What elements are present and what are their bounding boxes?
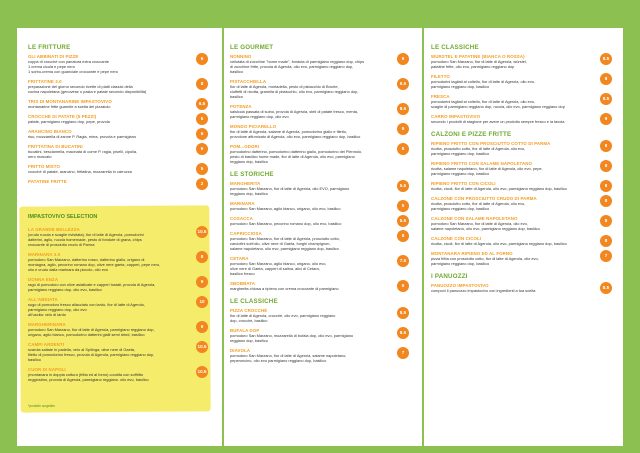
menu-item-name: MARINARA 3.0 <box>28 252 61 257</box>
price-badge: 8 <box>397 143 409 155</box>
menu-item-name: PANUOZZO IMPASTOVIVO <box>431 283 489 288</box>
menu-item-description: bucatini, besciamella, macinata di corne P. ragia, piselli, cipolla, nero moscato <box>28 149 138 159</box>
menu-item-name: POTENZA <box>230 104 252 109</box>
menu-item-description: secondo i prodotti di stagione per avere un prodotto sempre fresco e la tavola <box>431 119 565 124</box>
menu-item-description: pomodoro San Marzano, fior di latte di Agerola, würstel, patatine fritte, olio evo, parmigiano reggiano dop <box>431 59 527 69</box>
menu-item-name: CAPRICCIOSA <box>230 231 262 236</box>
menu-item-description: vellutata di zucchine "home made", fonduta di parmigiano reggiano dop, chips di zucchine fritte, provola di Agerola, olio evo, parmigiano reggiano dop, basilico <box>230 59 365 74</box>
menu-item-description: fior di latte di Agerola, mortadella, pesto di pistacchio di Bronte, ciuffetti di ricotta, granella di pistacchio, olio evo, parmigiano reggiano dop, basilico <box>230 84 359 99</box>
menu-item-description: componi il panuozzo impastovivo con ingredienti a tua scelta <box>431 288 536 293</box>
menu-item-description: montanarine fritte guarnite a scelta del pizzaiolo <box>28 104 111 109</box>
section-title-panuozzi: I PANUOZZI <box>431 273 468 280</box>
menu-item-name: BUFALA DOP <box>230 328 260 333</box>
price-badge: 8 <box>600 215 612 227</box>
menu-item-description: pomodoro San Marzano, aglio bianco, origano, olio evo, olive nere di Gaeta, capperi di salina, alici di Cetara, basilico fresco <box>230 261 327 276</box>
price-badge: 5 <box>196 163 208 175</box>
section-title-gourmet: LE GOURMET <box>230 44 274 51</box>
price-badge: 8.5 <box>397 327 409 339</box>
price-badge: 10.5 <box>196 366 208 378</box>
menu-item-name: NONNINO <box>230 54 252 59</box>
price-badge: 8 <box>600 180 612 192</box>
price-badge: 9 <box>600 113 612 125</box>
menu-item-description: riso, mozzarella di zanne P. Ragia, mirra, provola e parmigiano <box>28 134 137 139</box>
section-title-impastovivo: IMPASTOVIVO SELECTION <box>28 214 98 220</box>
menu-item-description: patate, parmigiano reggiano dop, pepe, provola <box>28 119 110 124</box>
menu-item-description: pomodorini tagliati al coltello, fior di latte di Agerola, olio evo, parmigiano reggiano dop, basilico <box>431 79 536 89</box>
menu-item-description: ricotta, salame napoletano, fior di latte di Agerola, olio evo, pepe, parmigiano reggiano dop, basilico <box>431 166 543 176</box>
menu-item-description: pomodoro San Marzano, mozzarella di bufala dop, olio evo, parmigiano reggiano dop, basilico <box>230 333 354 343</box>
price-badge: 9 <box>397 53 409 65</box>
price-badge: 5.5 <box>397 180 409 192</box>
menu-item-description: pomodoro San Marzano, datterino rosso, datterino giallo, origano di montagna, aglio, pecorino romano dop, olive nere gaeta, capperi, pepe nero, olio e crudo dalla marinara da piccolo, olio evo <box>28 257 161 272</box>
menu-item-description: pomodorino datterino, pomodorino datterino giallo, pomodorino del Piennolo, pesto di basilico home made, fior di latte di Agerola, olio evo, parmigiano reggiano dop, basilico <box>230 149 363 164</box>
price-badge: 7 <box>397 347 409 359</box>
menu-item-name: MONDO PICIARELLO <box>230 124 277 129</box>
menu-item-description: ricotta, prosciutto cotto, fior di latte di Agerola, olio evo, parmigiano reggiano dop, basilico <box>431 201 526 211</box>
menu-item-description: pomodoro San Marzano, fior di latte di Agerola, olio EVO, parmigiano reggiano dop, basilico <box>230 186 350 196</box>
menu-item-description: scarola saltate in padella, velo al Spilinga, olive nere di Gaeta, filetto di pomodorino fresco, provola di Agerola, parmigiano reggiano dop, basilico <box>28 347 155 362</box>
price-badge: 8 <box>600 73 612 85</box>
price-badge: 8 <box>600 140 612 152</box>
menu-item-description: (crudo rucola e scaglie rivisitata), fior di latte di Agerola, pomodorini datterini, aglio, rucola homemade, pesto di fondute di grana, chips croccante di prosciutto crudo di Parma <box>28 232 144 247</box>
price-badge: 8 <box>397 230 409 242</box>
menu-item-name: FRESCA <box>431 94 450 99</box>
section-title-classiche: LE CLASSICHE <box>431 44 479 51</box>
menu-item-description: (montanara in doppia cottura (fritta ed al forno) condita con soffritto reggiostino, provola di Agerola, parmigiano reggiano. olio evo, basilico <box>28 372 149 382</box>
menu-item-name: DIAVOLA <box>230 348 251 353</box>
menu-item-name: CALZONE CON PROSCIUTTO CRUDO DI PARMA <box>431 196 537 201</box>
section-title-fritture: LE FRITTURE <box>28 44 71 51</box>
price-badge: 8 <box>196 251 208 263</box>
menu-item-name: PISTACCHIELLA <box>230 79 267 84</box>
price-badge: 8.5 <box>600 282 612 294</box>
price-badge: 9 <box>196 321 208 333</box>
menu-item-name: CETARA <box>230 256 249 261</box>
menu-item-name: PATATINE FRITTE <box>28 179 67 184</box>
menu-item-description: pomodoro San Marzano, fior di latte di Agerola, parmigiano reggiano dop, origano, aglio bianco, pomodorino datterini gialli semi dried, basilico <box>28 327 155 337</box>
menu-item-description: salsiccia passata di suino, provola di Agerola, steli di patate fresco, menta, parmigiano reggiano dop, olio evo <box>230 109 359 119</box>
footnote: *prodotto surgelato <box>28 404 55 408</box>
menu-item-name: WURSTEL E PATATINE (BIANCA O ROSSA) <box>431 54 525 59</box>
menu-item-description: ricotta, prosciutto cotto, fior di latte di Agerola, olio evo, parmigiano reggiano dop, basilico <box>431 146 526 156</box>
price-badge: 6 <box>196 53 208 65</box>
menu-item-description: fior di latte di Agerola, salame di Agerola, pomodorino giallo e filetto, provolone affumicato di Agerola, olio evo, parmigiano reggiano dop, basilico <box>230 129 361 139</box>
price-badge: 10.5 <box>196 341 208 353</box>
price-badge: 8.5 <box>600 93 612 105</box>
menu-item-description: ricotta, cicoli, fior di latte di Agerola, olio evo, parmigiano reggiano dop, basilico <box>431 186 567 191</box>
menu-item-description: sugo di pomodoro fresco allacciato con lardo, fior di latte di Agerola, parmigiano reggiano dop, olio evo all'uscita: velo di lardo <box>28 302 145 317</box>
menu-item-name: CALZONE CON CICOLI <box>431 236 482 241</box>
menu-item-name: LA GRANDE BELLEZZA <box>28 227 80 232</box>
menu-item-name: SBOBBATA <box>230 281 256 286</box>
menu-item-name: PIZZA CROCCHÈ <box>230 308 268 313</box>
menu-item-name: MARGHERINARA <box>28 322 66 327</box>
menu-item-name: GLI ABBINATI DI PIZZE <box>28 54 79 59</box>
menu-item-description: crocchè di patate, arancino, frittatina, mozzarella in carrozza <box>28 169 132 174</box>
menu-item-description: pomodoro San Marzano, fior di latte di Agerola, prosciutto cotto, carciofini sott'olio, olive nere di Gaeta, funghi champignon, salame napoletano, olio evo, parmigiano reggiano dop, basilico <box>230 236 340 251</box>
price-badge: 5.5 <box>397 215 409 227</box>
menu-item-name: DONNA ENZA <box>28 277 59 282</box>
menu-item-name: RIPIENO FRITTO CON PROSCIUTTO COTTO DI PARMA <box>431 141 551 146</box>
price-badge: 9 <box>196 276 208 288</box>
menu-item-description: pizza fritta con prosciutto cotto, fior di latte di Agerola, olio evo, parmigiano reggiano dop, basilico <box>431 256 539 266</box>
price-badge: 2 <box>196 178 208 190</box>
menu-item-description: pomodoro San Marzano, fior di latte di Agerola, olio evo, salame napoletano, olio evo, parmigiano reggiano dop, basilico <box>431 221 540 231</box>
section-title-calzoni: CALZONI E PIZZE FRITTE <box>431 131 512 138</box>
section-title-storiche: LE STORICHE <box>230 171 274 178</box>
menu-item-name: POM...ODORI <box>230 144 260 149</box>
price-badge: 8 <box>600 160 612 172</box>
price-badge: 8 <box>196 78 208 90</box>
price-badge: 5 <box>397 200 409 212</box>
menu-item-name: MARGHERITA <box>230 181 261 186</box>
menu-item-name: FRITTATINE 3.0 <box>28 79 62 84</box>
menu-item-name: ALL'ABDIATA <box>28 297 58 302</box>
price-badge: 6 <box>397 280 409 292</box>
price-badge: 6 <box>196 128 208 140</box>
menu-item-description: pomodoro San Marzano, fior di latte di Agerola, salame napoletano, peperoncino, olio evo parmigiano reggiano dop, basilico <box>230 353 347 363</box>
menu-item-description: ragù di pomodoro con olive asiaticate e capperi tostati, provola di Agerola, parmigiano reggiano dop, olio evo, basilico <box>28 282 156 292</box>
menu-item-description: pomodoro San Marzano, aglio bianco, origano, olio evo, basilico <box>230 206 341 211</box>
menu-item-name: CUOR DI NAPOLI <box>28 367 66 372</box>
price-badge: 5 <box>196 113 208 125</box>
menu-item-name: MONTANARA RIPIENO ED AL FORNO <box>431 251 513 256</box>
price-badge: 10 <box>196 296 208 308</box>
menu-item-name: RIPIENO FRITTO CON CICOLI <box>431 181 496 186</box>
menu-item-name: FRITTO MISTO <box>28 164 61 169</box>
menu-item-name: COSACCA <box>230 216 253 221</box>
section-title-classiche-mid: LE CLASSICHE <box>230 298 278 305</box>
menu-item-description: margherita chiusa a ripieno con crema croccante di parmigiano <box>230 286 339 291</box>
menu-item-name: CROCCHÈ DI PATATE (5 PEZZI) <box>28 114 97 119</box>
price-badge: 8 <box>600 195 612 207</box>
price-badge: 9.5 <box>397 78 409 90</box>
menu-item-name: MARINARA <box>230 201 255 206</box>
menu-item-description: coppa di crocchè con panatura extra croccante 1 crema cicola e pepe nero 1 sorbo-crema con guanciale croccante e pepe nero <box>28 59 118 74</box>
price-badge: 7 <box>600 250 612 262</box>
menu-item-name: FILETTO <box>431 74 450 79</box>
price-badge: 8.5 <box>397 103 409 115</box>
price-badge: 8.5 <box>600 53 612 65</box>
price-badge: 6 <box>196 143 208 155</box>
menu-item-name: TRIS DI MONTANARINE IMPASTOVIVO <box>28 99 112 104</box>
menu-item-name: ARANCINO BIANCO <box>28 129 72 134</box>
price-badge: 9 <box>397 123 409 135</box>
price-badge: 6.5 <box>196 98 208 110</box>
price-badge: 8 <box>600 235 612 247</box>
price-badge: 7.5 <box>397 255 409 267</box>
menu-item-name: CAMPI ARDENTI <box>28 342 65 347</box>
menu-item-description: pomodorini tagliati al coltello, fior di latte di Agerola, olio evo, scaglie di parmigiano reggiano dop, rucola, olio evo, parmigiano reggiano dop <box>431 99 565 109</box>
menu-item-name: CARRO IMPASTOVIVO <box>431 114 481 119</box>
menu-item-name: FRITTATINA DI BUCATINI <box>28 144 83 149</box>
menu-item-name: CALZONE CON SALAME NAPOLETANO <box>431 216 518 221</box>
menu-item-description: fior di latte di Agerola, crocchè, olio evo, parmigiano reggiano dop, crocchè, basilico <box>230 313 336 323</box>
price-badge: 8.5 <box>397 307 409 319</box>
menu-item-description: pomodoro San Marzano, pecorino romano dop, olio evo, basilico <box>230 221 342 226</box>
menu-item-description: preparazione del giorno secondo ricette di piatti classici della cucina napoletana (genovese o pasta e patate secondo disponibilità) <box>28 84 147 94</box>
menu-item-description: ricotta, cicoli, fior di latte di Agerola, olio evo, parmigiano reggiano dop, basilico <box>431 241 567 246</box>
price-badge: 10.5 <box>196 226 208 238</box>
menu-item-name: RIPIENO FRITTO CON SALAME NAPOLETANO <box>431 161 533 166</box>
